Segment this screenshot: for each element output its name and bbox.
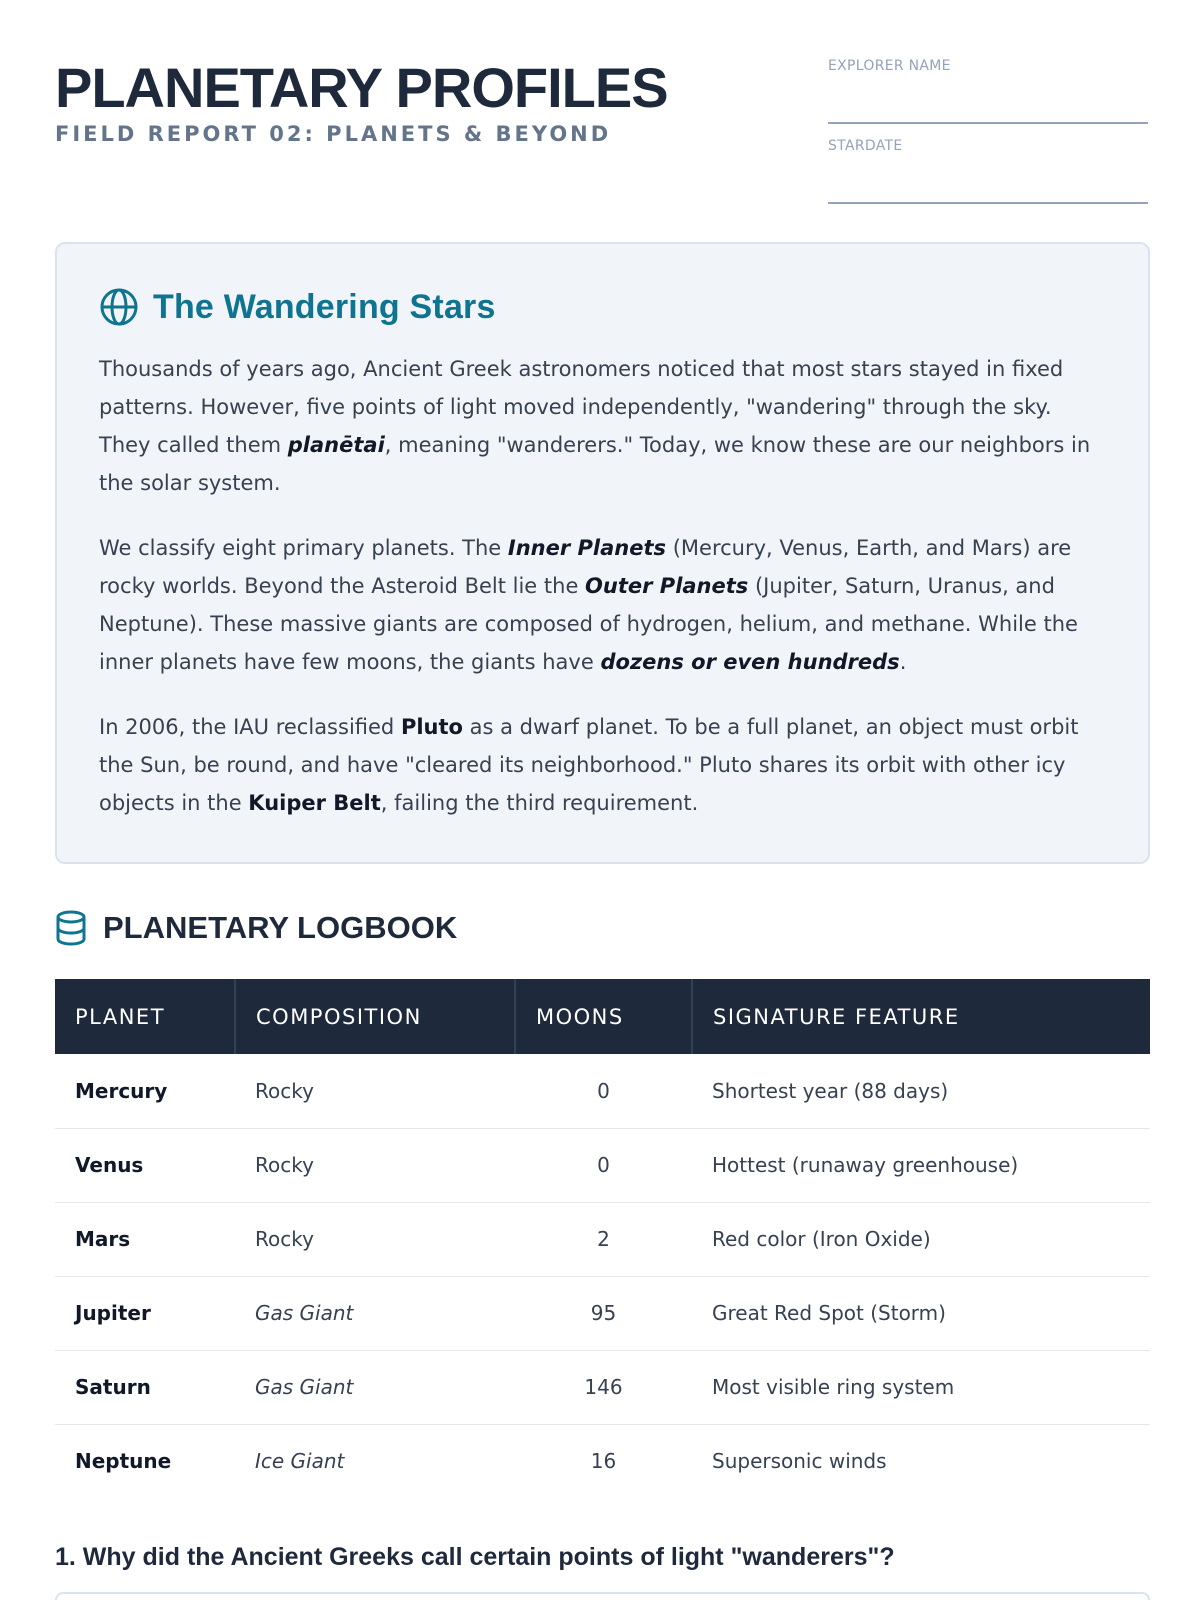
feature-cell: Red color (Iron Oxide)	[692, 1202, 1150, 1276]
composition-cell: Gas Giant	[235, 1276, 515, 1350]
column-header-feature: SIGNATURE FEATURE	[692, 979, 1150, 1054]
logbook-title: PLANETARY LOGBOOK	[103, 910, 458, 945]
planet-cell: Jupiter	[55, 1276, 235, 1350]
feature-cell: Shortest year (88 days)	[692, 1054, 1150, 1128]
answer-box-1[interactable]	[55, 1592, 1150, 1600]
composition-cell: Rocky	[235, 1128, 515, 1202]
globe-icon	[99, 287, 139, 327]
moons-cell: 2	[515, 1202, 692, 1276]
worksheet-header	[55, 58, 1150, 208]
explorer-name-field[interactable]	[828, 58, 1148, 124]
planetary-logbook-table	[55, 979, 1150, 1498]
feature-cell: Supersonic winds	[712, 1449, 887, 1474]
composition-cell: Gas Giant	[235, 1350, 515, 1424]
table-row	[55, 1276, 1150, 1350]
stardate-label: STARDATE	[828, 138, 903, 154]
planet-cell: Venus	[55, 1128, 235, 1202]
table-header-row	[55, 979, 1150, 1054]
planet-cell: Neptune	[75, 1449, 172, 1474]
feature-cell: Hottest (runaway greenhouse)	[692, 1128, 1150, 1202]
page-subtitle: FIELD REPORT 02: PLANETS & BEYOND	[55, 122, 612, 146]
column-header-moons: MOONS	[515, 979, 692, 1054]
table-row	[55, 1350, 1150, 1424]
question-1: 1. Why did the Ancient Greeks call certain points of light "wanderers"?	[55, 1543, 895, 1571]
intro-paragraph-3: In 2006, the IAU reclassified Pluto as a dwarf planet. To be a full planet, an object must orbit the Sun, be round, and have "cleared its neighborhood." Pluto shares its orbit with other icy objects in the Kuiper Belt, failing the third requirement.	[99, 715, 1079, 815]
moons-cell: 16	[590, 1449, 617, 1474]
moons-cell: 95	[515, 1276, 692, 1350]
logbook-header	[55, 908, 457, 948]
explorer-name-label: EXPLORER NAME	[828, 58, 951, 74]
feature-cell: Most visible ring system	[692, 1350, 1150, 1424]
moons-cell: 0	[515, 1054, 692, 1128]
intro-paragraph-1: Thousands of years ago, Ancient Greek astronomers noticed that most stars stayed in fixed patterns. However, five points of light moved independently, "wandering" through the sky. They called them planētai, meaning "wanderers." Today, we know these are our neighbors in the solar system.	[99, 357, 1091, 495]
composition-cell: Ice Giant	[255, 1449, 345, 1474]
intro-card-title: The Wandering Stars	[153, 287, 496, 326]
planet-cell: Mercury	[55, 1054, 235, 1128]
intro-card	[55, 242, 1150, 864]
moons-cell: 0	[515, 1128, 692, 1202]
composition-cell: Rocky	[235, 1054, 515, 1128]
column-header-planet: PLANET	[55, 979, 235, 1054]
column-header-composition: COMPOSITION	[235, 979, 515, 1054]
composition-cell: Rocky	[235, 1202, 515, 1276]
page-title: PLANETARY PROFILES	[55, 56, 668, 119]
table-row	[55, 1128, 1150, 1202]
planet-cell: Mars	[55, 1202, 235, 1276]
table-row	[55, 1054, 1150, 1128]
table-row	[55, 1202, 1150, 1276]
feature-cell: Great Red Spot (Storm)	[692, 1276, 1150, 1350]
table-row	[55, 1424, 1150, 1498]
stardate-field[interactable]	[828, 138, 1148, 204]
database-icon	[55, 910, 87, 946]
planet-cell: Saturn	[55, 1350, 235, 1424]
moons-cell: 146	[515, 1350, 692, 1424]
intro-card-header	[99, 284, 1106, 330]
intro-paragraph-2: We classify eight primary planets. The Inner Planets (Mercury, Venus, Earth, and Mars) are rocky worlds. Beyond the Asteroid Belt lie the Outer Planets (Jupiter, Saturn, Uranus, and Neptune). These massive giants are composed of hydrogen, helium, and methane. While the inner planets have few moons, the giants have dozens or even hundreds.	[99, 536, 1078, 674]
